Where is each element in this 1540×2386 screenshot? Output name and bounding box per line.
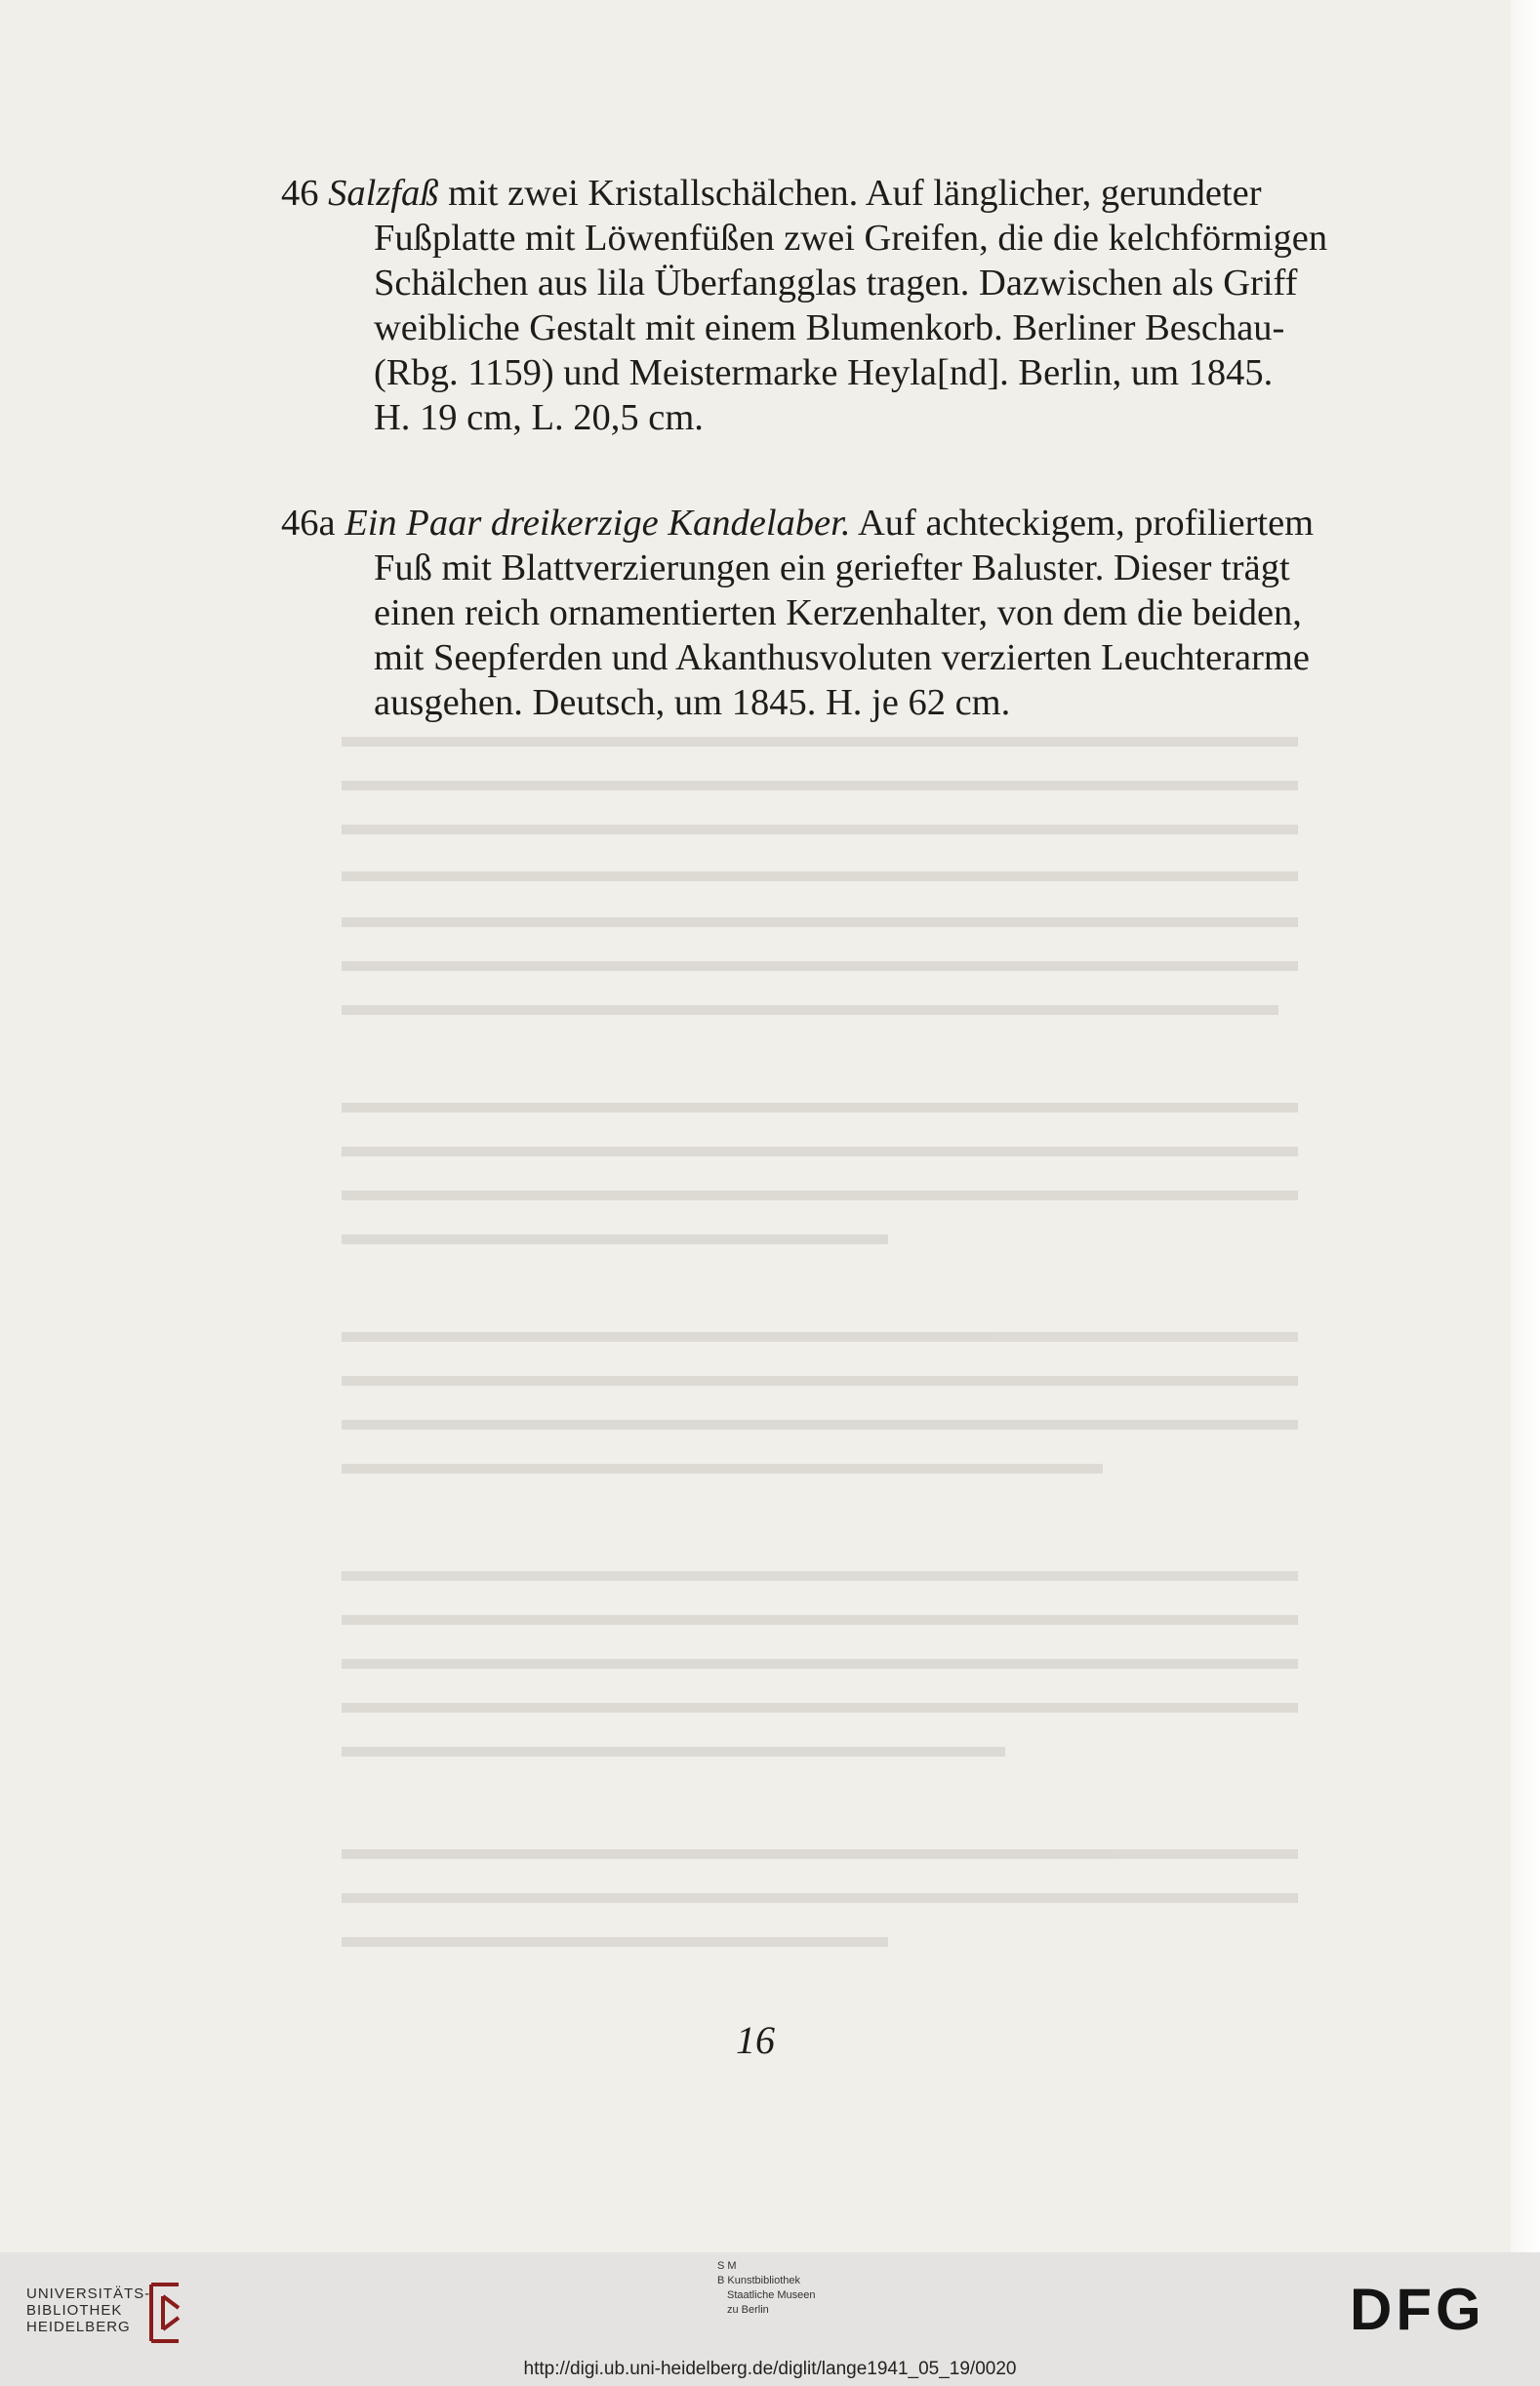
entry-line: Auf achteckigem, profiliertem [850,503,1315,544]
library-credit [717,2259,816,2318]
entry-line: ausgehen. Deutsch, um 1845. H. je 62 cm. [374,682,1011,723]
entry-line: einen reich ornamentierten Kerzenhalter, von dem die beiden, [374,592,1302,633]
entry-line: Fuß mit Blattverzierungen ein geriefter Baluster. Dieser trägt [374,547,1290,588]
university-library-logo-text [26,2285,150,2335]
entry-line: (Rbg. 1159) und Meistermarke Heyla[nd]. Berlin, um 1845. [374,352,1274,393]
university-logo-icon [143,2279,186,2347]
entry-line: H. 19 cm, L. 20,5 cm. [374,397,704,438]
page-number: 16 [736,2018,775,2062]
entry-title: Salzfaß [328,173,439,214]
logo-line: BIBLIOTHEK [26,2302,123,2319]
logo-line: UNIVERSITÄTS- [26,2285,151,2302]
credit-line: B Kunstbibliothek [717,2275,800,2286]
entry-line: weibliche Gestalt mit einem Blumenkorb. Berliner Beschau- [374,307,1285,348]
credit-line: Staatliche Museen [727,2289,816,2301]
entry-line: mit Seepferden und Akanthusvoluten verzierten Leuchterarme [374,637,1310,678]
entry-line-first [281,501,1330,546]
entry-line: Schälchen aus lila Überfangglas tragen. Dazwischen als Griff [374,263,1298,303]
credit-line: S M [717,2260,737,2272]
entry-number: 46a [281,503,336,544]
entry-line: Fußplatte mit Löwenfüßen zwei Greifen, die die kelchförmigen [374,218,1328,259]
entry-line-first [281,171,1330,216]
entry-number: 46 [281,173,319,214]
credit-line: zu Berlin [727,2304,769,2316]
entry-line: mit zwei Kristallschälchen. Auf länglicher, gerundeter [438,173,1262,214]
entry-text [281,171,1330,440]
dfg-logo: DFG [1350,2277,1485,2342]
entry-text [281,501,1330,725]
entry-title: Ein Paar dreikerzige Kandelaber. [344,503,851,544]
page-url-link[interactable]: http://digi.ub.uni-heidelberg.de/diglit/lange1941_05_19/0020 [523,2359,1017,2379]
logo-line: HEIDELBERG [26,2319,131,2335]
page-edge [1511,0,1540,2252]
